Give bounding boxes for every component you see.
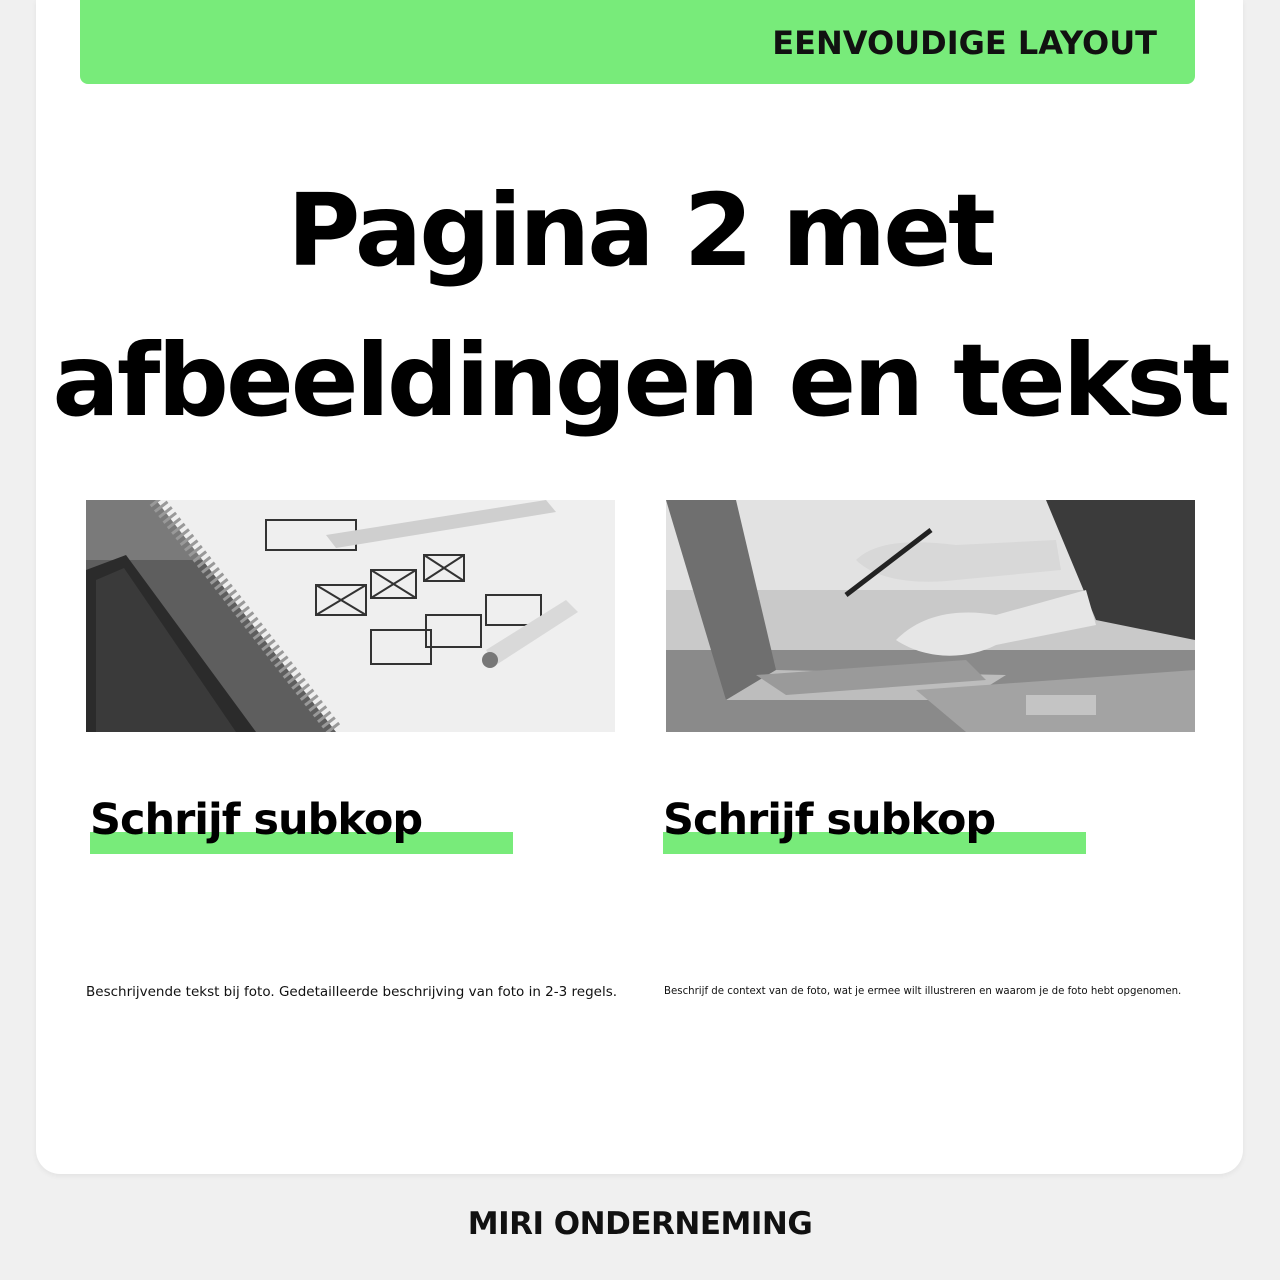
description-left: Beschrijvende tekst bij foto. Gedetailleerde beschrijving van foto in 2-3 regels. (86, 984, 618, 1000)
subhead-right-text: Schrijf subkop (663, 795, 996, 845)
page-title (0, 156, 1280, 456)
subhead-left (90, 795, 520, 855)
photo-wireframe-sketch (86, 500, 615, 732)
description-right: Beschrijf de context van de foto, wat je ermee wilt illustreren en waarom je de foto hebt opgenomen. (664, 986, 1182, 997)
photo-laptop-work (666, 500, 1195, 732)
footer-brand: MIRI ONDERNEMING (467, 1206, 813, 1242)
page-title-line-1: Pagina 2 met (287, 172, 993, 289)
page-title-line-2: afbeeldingen en tekst (52, 322, 1228, 439)
header-bar (80, 0, 1195, 84)
header-label: EENVOUDIGE LAYOUT (772, 24, 1157, 62)
subhead-right (663, 795, 1093, 855)
subhead-left-text: Schrijf subkop (90, 795, 423, 845)
